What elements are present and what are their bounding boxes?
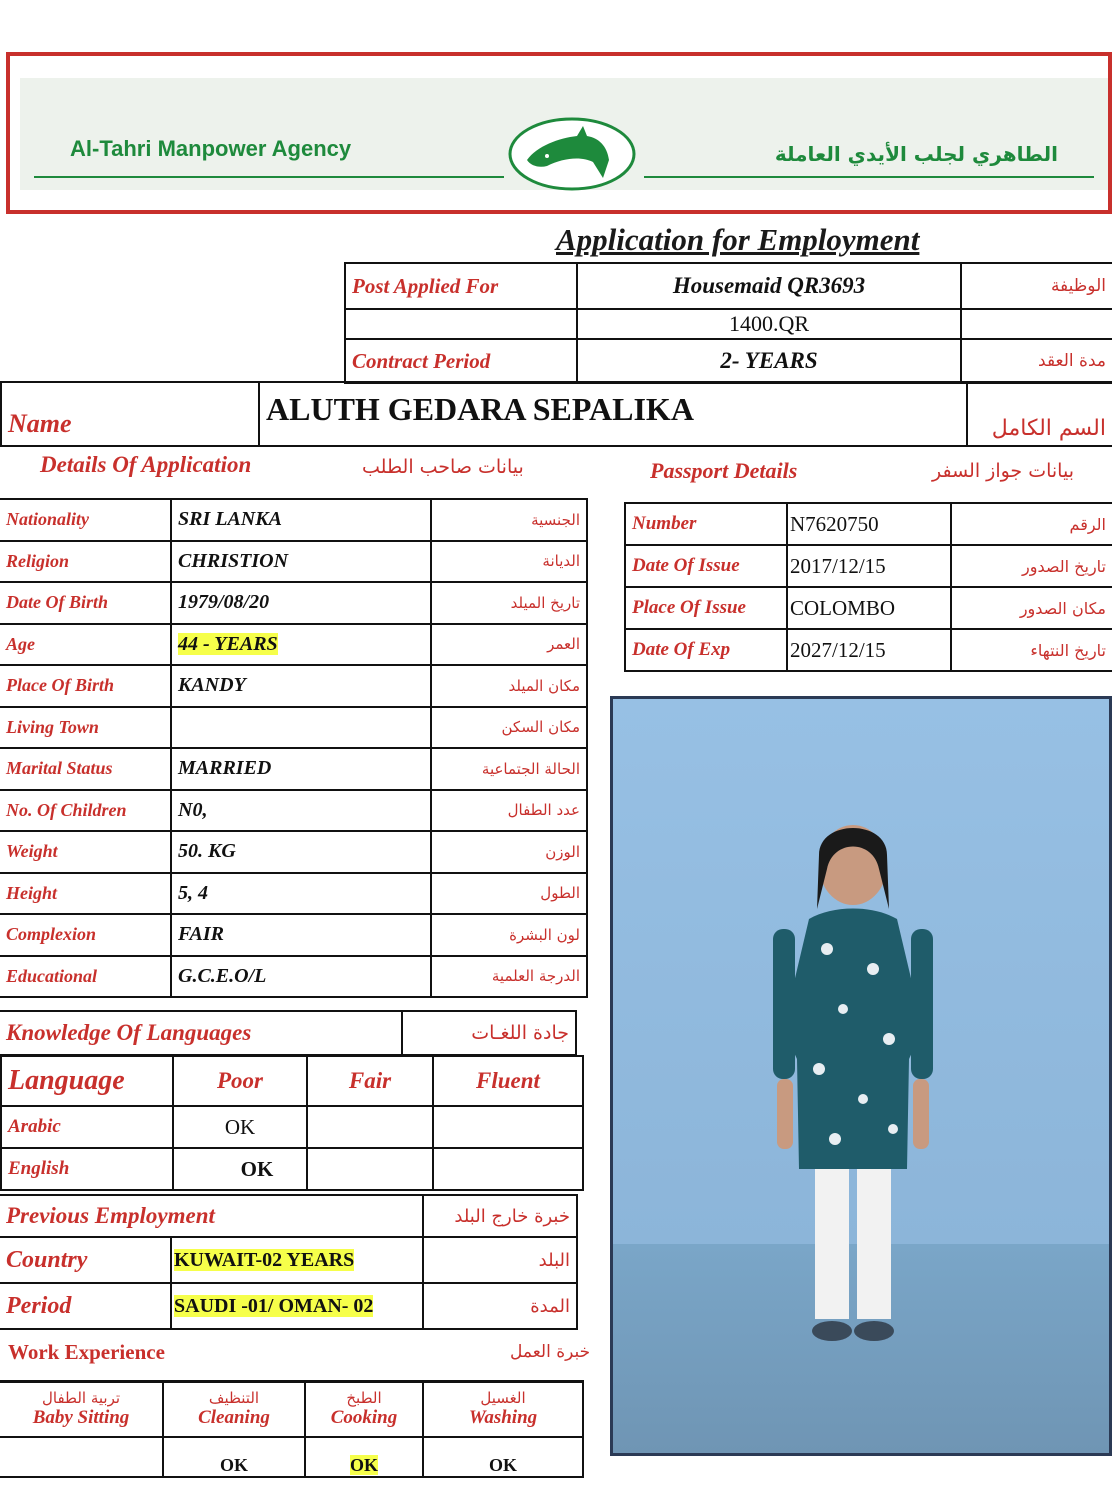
header-banner (6, 52, 1112, 214)
details-value: MARRIED (178, 757, 272, 780)
languages-heading (0, 1010, 577, 1056)
details-row (0, 831, 587, 873)
passport-label: Date Of Issue (625, 545, 787, 587)
applicant-name: ALUTH GEDARA SEPALIKA (259, 382, 967, 446)
passport-label: Number (625, 503, 787, 545)
salary-value: 1400.QR (577, 309, 961, 339)
lang-name: English (1, 1148, 173, 1190)
languages-heading-ar: جادة اللغـات (402, 1011, 576, 1055)
lang-fluent (433, 1106, 583, 1148)
details-label-ar: الحالة الجتماعية (431, 748, 587, 790)
col-language: Language (1, 1056, 173, 1106)
contract-label: Contract Period (345, 339, 577, 383)
work-item-washing: الغسيل Washing (423, 1381, 583, 1437)
passport-row (625, 629, 1112, 671)
details-row (0, 541, 587, 583)
work-heading: Work Experience (8, 1340, 165, 1364)
agency-name-en: Al-Tahri Manpower Agency (70, 136, 352, 161)
details-label-ar: الديانة (431, 541, 587, 583)
work-value: OK (423, 1437, 583, 1477)
details-row (0, 790, 587, 832)
previous-employment-table (0, 1194, 578, 1330)
period-label: Period (0, 1283, 171, 1329)
details-value: G.C.E.O/L (178, 964, 267, 987)
details-row (0, 707, 587, 749)
work-item-cleaning: التنظيف Cleaning (163, 1381, 305, 1437)
details-label-ar: مكان السكن (431, 707, 587, 749)
passport-value: N7620750 (787, 503, 951, 545)
details-value: SRI LANKA (178, 508, 282, 531)
passport-row (625, 545, 1112, 587)
post-label: Post Applied For (345, 263, 577, 309)
details-label: Age (0, 624, 171, 666)
details-value: 44 - YEARS (178, 632, 278, 655)
lang-name: Arabic (1, 1106, 173, 1148)
passport-row (625, 587, 1112, 629)
details-label-ar: عدد الطفال (431, 790, 587, 832)
horse-head-logo (507, 116, 637, 192)
work-value: OK (349, 1455, 378, 1475)
name-table (0, 381, 1112, 447)
details-row (0, 748, 587, 790)
details-table (0, 498, 588, 998)
country-value: KUWAIT-02 YEARS (174, 1248, 355, 1271)
details-value: KANDY (178, 674, 246, 697)
details-label-ar: تاريخ الميلد (431, 582, 587, 624)
details-label-ar: الجنسية (431, 499, 587, 541)
details-value: 5, 4 (178, 881, 208, 904)
passport-value: 2027/12/15 (787, 629, 951, 671)
col-fluent: Fluent (433, 1056, 583, 1106)
applicant-photo (610, 696, 1112, 1456)
details-value: 1979/08/20 (178, 591, 270, 614)
passport-label: Date Of Exp (625, 629, 787, 671)
details-row (0, 624, 587, 666)
details-row (0, 956, 587, 998)
work-value: OK (163, 1437, 305, 1477)
details-heading-ar: بيانات صاحب الطلب (362, 456, 524, 478)
passport-heading-ar: بيانات جواز السفر (932, 460, 1074, 482)
details-label: Religion (0, 541, 171, 583)
post-value: Housemaid QR3693 (577, 263, 961, 309)
passport-heading: Passport Details (650, 458, 798, 483)
details-row (0, 665, 587, 707)
post-label-ar: الوظيفة (961, 263, 1112, 309)
col-poor: Poor (173, 1056, 307, 1106)
passport-value: COLOMBO (787, 587, 951, 629)
previous-heading-ar: خبرة خارج البلد (423, 1195, 577, 1237)
lang-fair (307, 1148, 433, 1190)
passport-value: 2017/12/15 (787, 545, 951, 587)
work-item-baby-sitting: تربية الطفال Baby Sitting (0, 1381, 163, 1437)
details-label: Date Of Birth (0, 582, 171, 624)
details-row (0, 499, 587, 541)
lang-poor: OK (173, 1148, 307, 1190)
details-label: Nationality (0, 499, 171, 541)
country-label-ar: البلد (423, 1237, 577, 1283)
details-label: Weight (0, 831, 171, 873)
passport-label-ar: تاريخ الصدور (951, 545, 1112, 587)
agency-name-ar: الطاهري لجلب الأيدي العاملة (774, 142, 1058, 166)
details-label: Marital Status (0, 748, 171, 790)
work-item-cooking: الطبخ Cooking (305, 1381, 423, 1437)
details-label: No. Of Children (0, 790, 171, 832)
details-value: 50. KG (178, 840, 236, 863)
passport-label: Place Of Issue (625, 587, 787, 629)
contract-label-ar: مدة العقد (961, 339, 1112, 383)
name-label-ar: السم الكامل (967, 382, 1112, 446)
details-row (0, 914, 587, 956)
contract-value: 2- YEARS (577, 339, 961, 383)
details-label: Living Town (0, 707, 171, 749)
work-heading-ar: خبرة العمل (510, 1342, 591, 1362)
passport-label-ar: تاريخ النتهاء (951, 629, 1112, 671)
work-experience-table (0, 1380, 584, 1478)
details-label: Place Of Birth (0, 665, 171, 707)
details-label-ar: الوزن (431, 831, 587, 873)
name-label: Name (1, 382, 259, 446)
details-label-ar: مكان الميلد (431, 665, 587, 707)
languages-table (0, 1055, 584, 1191)
lang-poor: OK (173, 1106, 307, 1148)
lang-fluent (433, 1148, 583, 1190)
period-label-ar: المدة (423, 1283, 577, 1329)
details-label-ar: العمر (431, 624, 587, 666)
passport-table (624, 502, 1112, 672)
details-value: N0, (178, 798, 208, 821)
details-label: Complexion (0, 914, 171, 956)
passport-row (625, 503, 1112, 545)
details-label: Height (0, 873, 171, 915)
passport-label-ar: الرقم (951, 503, 1112, 545)
details-label-ar: لون البشرة (431, 914, 587, 956)
languages-heading-label: Knowledge Of Languages (0, 1011, 402, 1055)
lang-fair (307, 1106, 433, 1148)
details-label-ar: الدرجة العلمية (431, 956, 587, 998)
col-fair: Fair (307, 1056, 433, 1106)
form-title: Application for Employment (556, 222, 920, 257)
country-label: Country (0, 1237, 171, 1283)
details-value: CHRISTION (178, 549, 289, 572)
post-table (344, 262, 1112, 384)
details-label: Educational (0, 956, 171, 998)
details-row (0, 873, 587, 915)
details-heading: Details Of Application (40, 452, 252, 477)
details-row (0, 582, 587, 624)
period-value: SAUDI -01/ OMAN- 02 (174, 1294, 374, 1317)
previous-heading: Previous Employment (0, 1195, 423, 1237)
passport-label-ar: مكان الصدور (951, 587, 1112, 629)
details-label-ar: الطول (431, 873, 587, 915)
details-value: FAIR (178, 923, 224, 946)
